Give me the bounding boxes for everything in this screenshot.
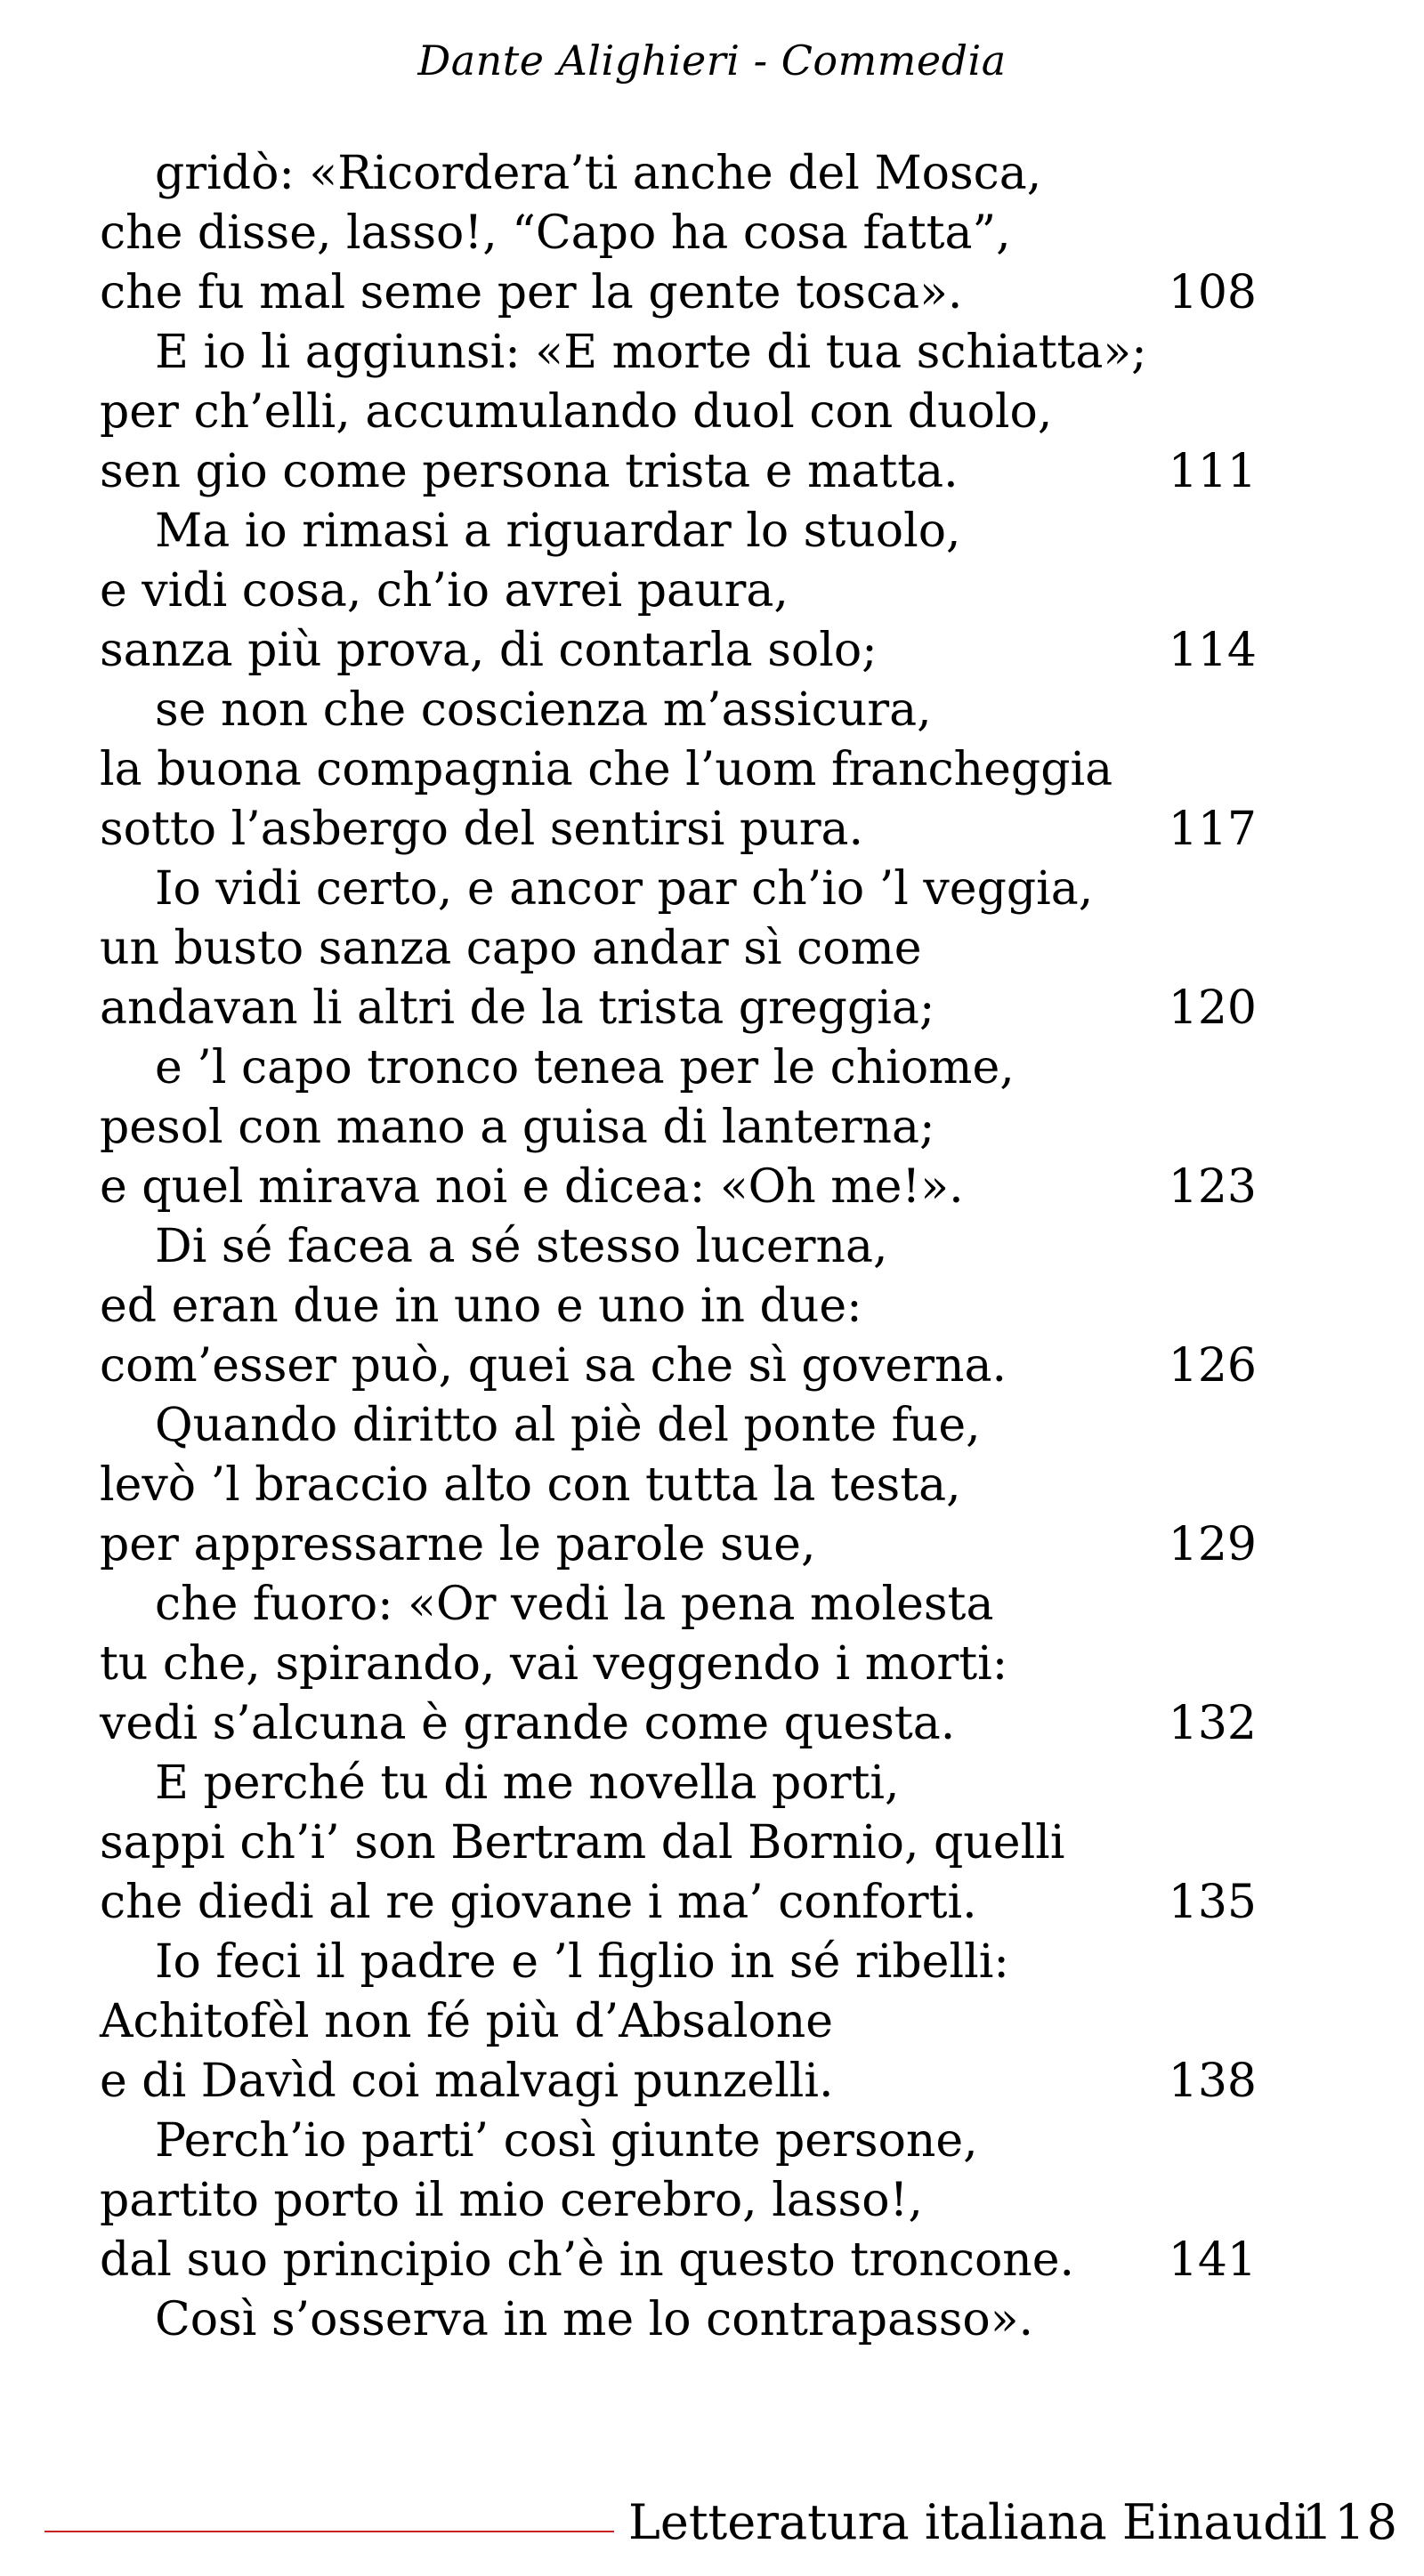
verse-line bbox=[100, 561, 1257, 621]
verse-line bbox=[100, 1694, 1257, 1754]
verse-text: se non che coscienza m’assicura, bbox=[155, 683, 932, 737]
running-head: Dante Alighieri - Commedia bbox=[417, 36, 1007, 85]
verse-line bbox=[100, 2290, 1257, 2350]
verse-text: che fu mal seme per la gente tosca». bbox=[100, 266, 963, 319]
verse-line bbox=[100, 2052, 1257, 2112]
verse-text: Achitofèl non fé più d’Absalone bbox=[100, 1995, 834, 2048]
verse-text: ed eran due in uno e uno in due: bbox=[100, 1280, 862, 1333]
verse-text: sanza più prova, di contarla solo; bbox=[100, 624, 878, 677]
verse-text: dal suo principio ch’è in questo troncone. bbox=[100, 2233, 1075, 2287]
verse-text: andavan li altri de la trista greggia; bbox=[100, 981, 935, 1035]
verse-text: Così s’osserva in me lo contrapasso». bbox=[155, 2293, 1034, 2346]
verse-line bbox=[100, 1336, 1257, 1396]
verse-line bbox=[100, 1456, 1257, 1515]
line-number: 108 bbox=[1168, 266, 1257, 319]
verse-line bbox=[100, 1158, 1257, 1217]
verse-line bbox=[100, 1277, 1257, 1336]
verse-text: Quando diritto al piè del ponte fue, bbox=[155, 1399, 981, 1452]
verse-line bbox=[100, 383, 1257, 442]
verse-line bbox=[100, 204, 1257, 263]
verse-text: la buona compagnia che l’uom francheggia bbox=[100, 743, 1113, 796]
verse-text: Ma io rimasi a riguardar lo stuolo, bbox=[155, 505, 961, 558]
verse-line bbox=[100, 800, 1257, 860]
verse-text: Io vidi certo, e ancor par ch’io ’l veggia, bbox=[155, 862, 1094, 916]
verse-line bbox=[100, 979, 1257, 1038]
verse-text: Di sé facea a sé stesso lucerna, bbox=[155, 1220, 888, 1273]
verse-text: per appressarne le parole sue, bbox=[100, 1518, 816, 1571]
verse-text: E io li aggiunsi: «E morte di tua schiatta»; bbox=[155, 326, 1147, 379]
verse-text: levò ’l braccio alto con tutta la testa, bbox=[100, 1458, 961, 1512]
verse-text: un busto sanza capo andar sì come bbox=[100, 922, 922, 975]
verse-line bbox=[100, 1098, 1257, 1158]
verse-line bbox=[100, 1933, 1257, 1992]
verse-text: che fuoro: «Or vedi la pena molesta bbox=[155, 1578, 994, 1631]
line-number: 132 bbox=[1168, 1697, 1257, 1750]
verse-line bbox=[100, 323, 1257, 383]
verse-line bbox=[100, 1992, 1257, 2052]
verse-line bbox=[100, 2231, 1257, 2290]
verse-line bbox=[100, 1396, 1257, 1456]
verse-text: E perché tu di me novella porti, bbox=[155, 1756, 900, 1810]
verse-line bbox=[100, 621, 1257, 681]
verse-text: Io feci il padre e ’l figlio in sé ribelli: bbox=[155, 1935, 1009, 1989]
verse-line bbox=[100, 1754, 1257, 1813]
verse-line bbox=[100, 740, 1257, 800]
verse-text: che disse, lasso!, “Capo ha cosa fatta”, bbox=[100, 206, 1011, 260]
verse-text: vedi s’alcuna è grande come questa. bbox=[100, 1697, 956, 1750]
verse-text: com’esser può, quei sa che sì governa. bbox=[100, 1339, 1007, 1393]
verse-text: e vidi cosa, ch’io avrei paura, bbox=[100, 564, 789, 618]
line-number: 135 bbox=[1168, 1876, 1257, 1929]
verse-line bbox=[100, 1873, 1257, 1933]
verse-text: sotto l’asbergo del sentirsi pura. bbox=[100, 803, 864, 856]
verse-text: pesol con mano a guisa di lanterna; bbox=[100, 1101, 935, 1154]
verse-line bbox=[100, 1635, 1257, 1694]
verse-line bbox=[100, 144, 1257, 204]
line-number: 126 bbox=[1168, 1339, 1257, 1393]
line-number: 129 bbox=[1168, 1518, 1257, 1571]
line-number: 114 bbox=[1168, 624, 1257, 677]
verse-line bbox=[100, 502, 1257, 561]
verse-text: e ’l capo tronco tenea per le chiome, bbox=[155, 1041, 1015, 1094]
verse-text: tu che, spirando, vai veggendo i morti: bbox=[100, 1637, 1008, 1691]
verse-line bbox=[100, 681, 1257, 740]
line-number: 111 bbox=[1168, 445, 1257, 498]
verse-line bbox=[100, 2112, 1257, 2171]
verse-line bbox=[100, 263, 1257, 323]
verse-text: gridò: «Ricordera’ti anche del Mosca, bbox=[155, 147, 1042, 200]
poem-body bbox=[100, 144, 1257, 2350]
verse-text: e quel mirava noi e dicea: «Oh me!». bbox=[100, 1160, 964, 1214]
page-footer bbox=[0, 2491, 1424, 2554]
footer-title: Letteratura italiana Einaudi bbox=[628, 2494, 1310, 2550]
verse-line bbox=[100, 1575, 1257, 1635]
line-number: 141 bbox=[1168, 2233, 1257, 2287]
line-number: 120 bbox=[1168, 981, 1257, 1035]
line-number: 123 bbox=[1168, 1160, 1257, 1214]
line-number: 117 bbox=[1168, 803, 1257, 856]
verse-text: che diedi al re giovane i ma’ conforti. bbox=[100, 1876, 977, 1929]
page-number: 118 bbox=[1301, 2494, 1399, 2550]
verse-line bbox=[100, 919, 1257, 979]
verse-text: Perch’io parti’ così giunte persone, bbox=[155, 2114, 978, 2168]
verse-text: per ch’elli, accumulando duol con duolo, bbox=[100, 385, 1053, 439]
verse-line bbox=[100, 2171, 1257, 2231]
verse-line bbox=[100, 1217, 1257, 1277]
verse-text: partito porto il mio cerebro, lasso!, bbox=[100, 2174, 923, 2227]
verse-line bbox=[100, 442, 1257, 502]
line-number: 138 bbox=[1168, 2055, 1257, 2108]
footer-rule bbox=[44, 2531, 614, 2532]
verse-text: sen gio come persona trista e matta. bbox=[100, 445, 959, 498]
verse-line bbox=[100, 1515, 1257, 1575]
verse-text: sappi ch’i’ son Bertram dal Bornio, quelli bbox=[100, 1816, 1065, 1869]
verse-line bbox=[100, 1813, 1257, 1873]
verse-text: e di Davìd coi malvagi punzelli. bbox=[100, 2055, 834, 2108]
verse-line bbox=[100, 1038, 1257, 1098]
verse-line bbox=[100, 860, 1257, 919]
